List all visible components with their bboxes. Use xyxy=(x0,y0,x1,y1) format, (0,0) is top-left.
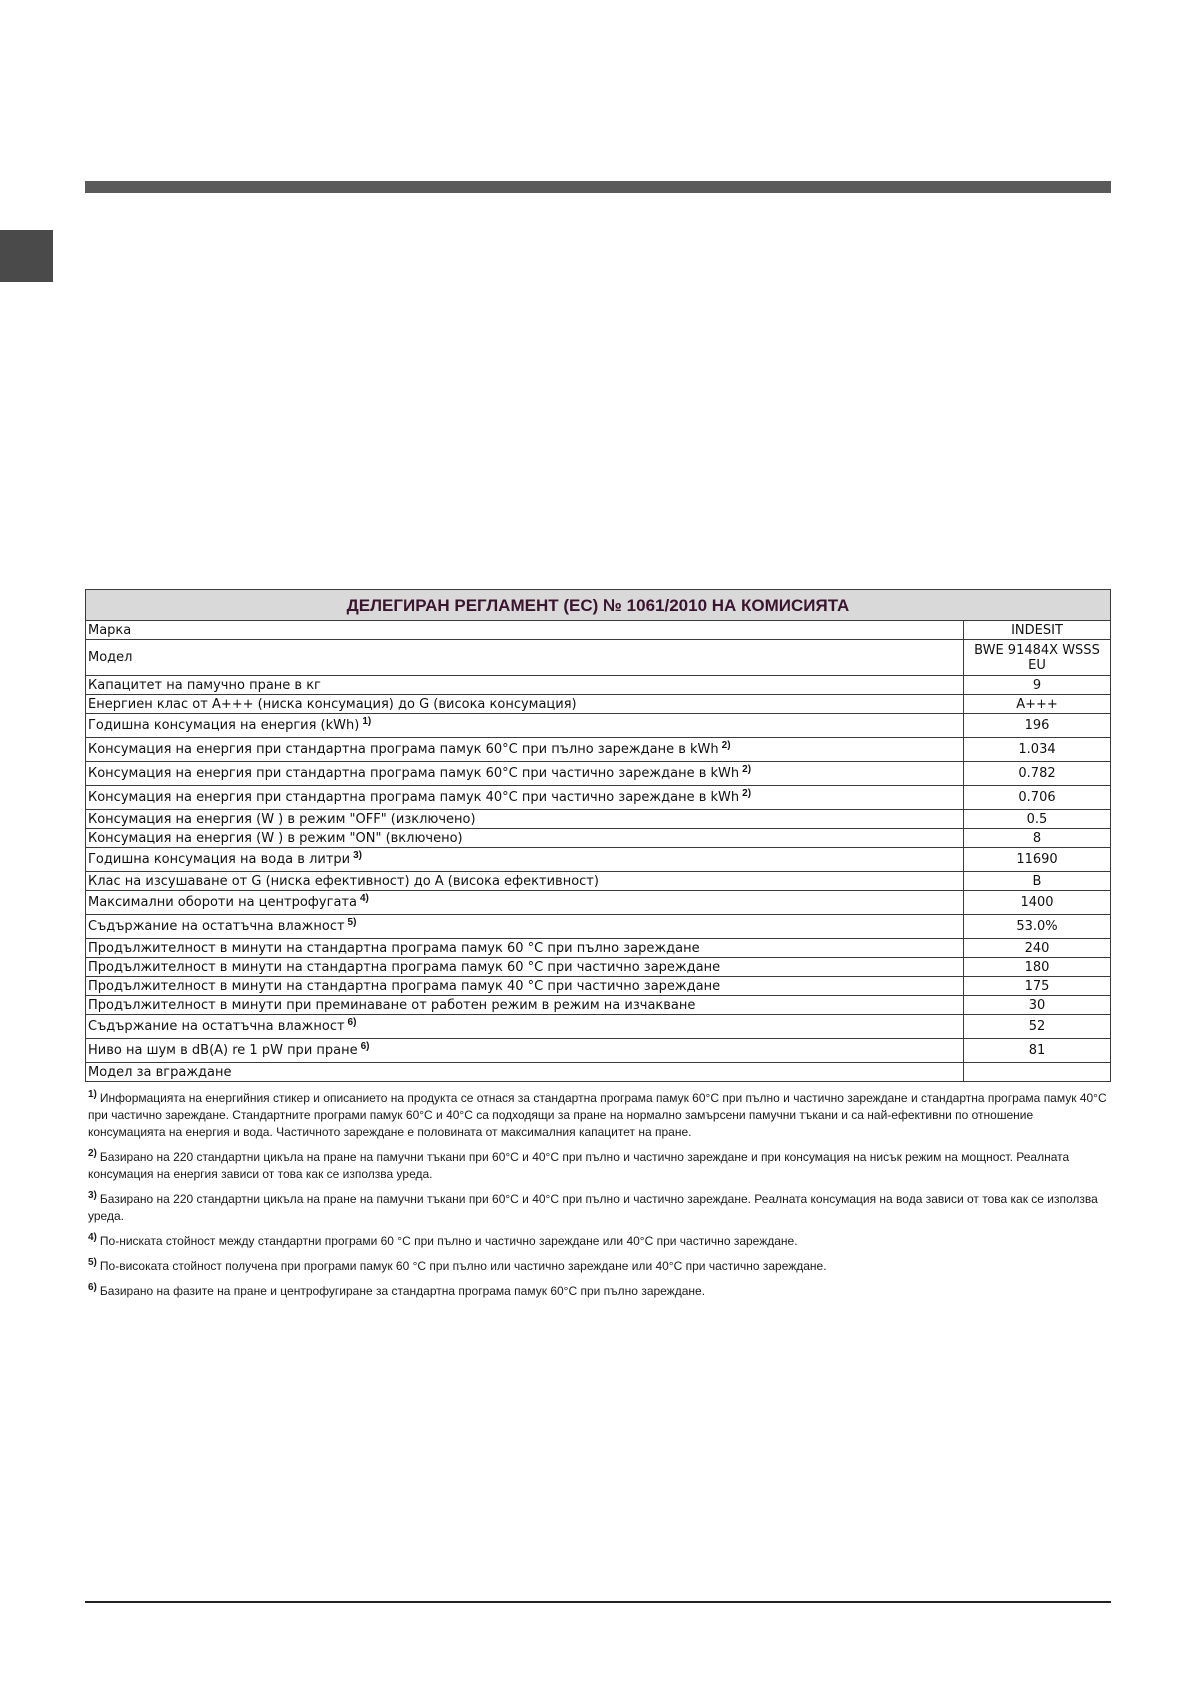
table-title-row xyxy=(86,590,1111,621)
table-row xyxy=(86,996,1111,1015)
table-row xyxy=(86,676,1111,695)
row-value: INDESIT xyxy=(964,621,1111,640)
footnote-text: По-ниската стойност между стандартни програми 60 °C при пълно и частично зареждане или 40°C при частично зареждане. xyxy=(99,1234,798,1248)
row-label-text: Консумация на енергия (W ) в режим "OFF" (изключено) xyxy=(88,811,476,827)
row-label-text: Годишна консумация на вода в литри xyxy=(88,852,351,867)
table-row xyxy=(86,695,1111,714)
table-title: ДЕЛЕГИРАН РЕГЛАМЕНТ (ЕС) № 1061/2010 НА КОМИСИЯТА xyxy=(86,590,1111,621)
footnote-text: Базирано на 220 стандартни цикъла на пране на памучни тъкани при 60°C и 40°C при пълно и частично зареждане. Реалната консумация на вода зависи от това как се използва уреда. xyxy=(88,1192,1098,1223)
row-label xyxy=(86,872,964,891)
footnote-ref: 6) xyxy=(347,1017,357,1028)
row-value: 9 xyxy=(964,676,1111,695)
table-row xyxy=(86,1015,1111,1039)
row-label-text: Консумация на енергия при стандартна програма памук 60°C при пълно зареждане в kWh xyxy=(88,742,719,757)
footnote xyxy=(88,1191,1110,1225)
row-label xyxy=(86,915,964,939)
row-value: 180 xyxy=(964,958,1111,977)
footnote-ref: 6) xyxy=(360,1041,370,1052)
table-row xyxy=(86,621,1111,640)
language-tab-marker xyxy=(0,230,53,282)
row-value: 0.5 xyxy=(964,810,1111,829)
table-row xyxy=(86,810,1111,829)
table-row xyxy=(86,762,1111,786)
header-rule xyxy=(85,181,1111,193)
row-label xyxy=(86,762,964,786)
table-row xyxy=(86,958,1111,977)
row-value: 8 xyxy=(964,829,1111,848)
table-row xyxy=(86,891,1111,915)
table-row xyxy=(86,714,1111,738)
row-label xyxy=(86,695,964,714)
table-row xyxy=(86,829,1111,848)
row-label-text: Енергиен клас от A+++ (ниска консумация) до G (висока консумация) xyxy=(88,696,577,712)
row-value: 53.0% xyxy=(964,915,1111,939)
row-label xyxy=(86,939,964,958)
table-row xyxy=(86,977,1111,996)
row-value: 81 xyxy=(964,1039,1111,1063)
row-value: 0.706 xyxy=(964,786,1111,810)
row-label-text: Годишна консумация на енергия (kWh) xyxy=(88,718,360,733)
row-label xyxy=(86,829,964,848)
footnote xyxy=(88,1233,1110,1250)
row-label-text: Консумация на енергия при стандартна програма памук 60°C при частично зареждане в kWh xyxy=(88,766,740,781)
row-label xyxy=(86,848,964,872)
row-label xyxy=(86,714,964,738)
footnote-mark: 6) xyxy=(88,1282,97,1293)
footnote xyxy=(88,1258,1110,1275)
footnote-ref: 4) xyxy=(359,893,369,904)
footnote-ref: 2) xyxy=(742,764,752,775)
table-row xyxy=(86,939,1111,958)
row-label-text: Съдържание на остатъчна влажност xyxy=(88,1019,345,1034)
footnote-ref: 3) xyxy=(353,850,363,861)
footnote-ref: 5) xyxy=(347,917,357,928)
row-label-text: Модел за вграждане xyxy=(88,1064,232,1080)
row-label xyxy=(86,891,964,915)
footnote xyxy=(88,1283,1110,1300)
row-label xyxy=(86,977,964,996)
row-value: 52 xyxy=(964,1015,1111,1039)
row-value: 196 xyxy=(964,714,1111,738)
footnote-ref: 1) xyxy=(362,716,372,727)
table-row xyxy=(86,738,1111,762)
row-label xyxy=(86,621,964,640)
row-value: A+++ xyxy=(964,695,1111,714)
footnote xyxy=(88,1149,1110,1183)
table-row xyxy=(86,1039,1111,1063)
table-row xyxy=(86,1063,1111,1082)
row-label-text: Продължителност в минути при преминаване от работен режим в режим на изчакване xyxy=(88,997,696,1013)
row-label-text: Консумация на енергия (W ) в режим "ON" (включено) xyxy=(88,830,463,846)
row-value: B xyxy=(964,872,1111,891)
row-label xyxy=(86,1063,964,1082)
row-label xyxy=(86,676,964,695)
row-label-text: Модел xyxy=(88,650,133,665)
row-value: 11690 xyxy=(964,848,1111,872)
footnote-mark: 3) xyxy=(88,1190,97,1201)
row-value xyxy=(964,1063,1111,1082)
footnote-mark: 4) xyxy=(88,1232,97,1243)
row-label xyxy=(86,1039,964,1063)
footnote-text: Базирано на фазите на пране и центрофугиране за стандартна програма памук 60°C при пълно зареждане. xyxy=(99,1284,706,1298)
row-label-text: Консумация на енергия при стандартна програма памук 40°C при частично зареждане в kWh xyxy=(88,790,740,805)
row-label xyxy=(86,810,964,829)
row-value: 240 xyxy=(964,939,1111,958)
table-row xyxy=(86,640,1111,676)
footer-rule xyxy=(85,1601,1111,1603)
row-value: 30 xyxy=(964,996,1111,1015)
footnote xyxy=(88,1090,1110,1141)
row-value: 1400 xyxy=(964,891,1111,915)
table-row xyxy=(86,786,1111,810)
row-label xyxy=(86,738,964,762)
footnote-text: По-високата стойност получена при програми памук 60 °C при пълно или частично зареждане или 40°C при частично зареждане. xyxy=(99,1259,827,1273)
row-label xyxy=(86,996,964,1015)
row-value: 0.782 xyxy=(964,762,1111,786)
row-label-text: Продължителност в минути на стандартна програма памук 60 °C при частично зареждане xyxy=(88,959,721,975)
row-label-text: Съдържание на остатъчна влажност xyxy=(88,919,345,934)
footnote-text: Информацията на енергийния стикер и описанието на продукта се отнася за стандартна програма памук 60°C при пълно и частично зареждане и стандартна програма памук 40°C при частично зареждане. Стандартните програми памук 60°C и 40°C са подходящи за пране на нормално замърсени памучни тъкани и са най-ефективни по отношение консумацията на енергия и вода. Частичното зареждане е половината от максималния капацитет на пране. xyxy=(88,1091,1107,1139)
row-label xyxy=(86,958,964,977)
footnote-mark: 5) xyxy=(88,1257,97,1268)
row-value: BWE 91484X WSSS EU xyxy=(964,640,1111,676)
row-label-text: Продължителност в минути на стандартна програма памук 40 °C при частично зареждане xyxy=(88,978,721,994)
row-label-text: Продължителност в минути на стандартна програма памук 60 °C при пълно зареждане xyxy=(88,940,700,956)
regulation-table xyxy=(85,589,1111,1082)
table-row xyxy=(86,872,1111,891)
row-value: 1.034 xyxy=(964,738,1111,762)
footnotes xyxy=(88,1090,1110,1308)
row-label xyxy=(86,640,964,676)
row-label-text: Ниво на шум в dB(A) re 1 pW при пране xyxy=(88,1043,358,1058)
footnote-ref: 2) xyxy=(721,740,731,751)
footnote-ref: 2) xyxy=(742,788,752,799)
row-value: 175 xyxy=(964,977,1111,996)
row-label xyxy=(86,1015,964,1039)
footnote-text: Базирано на 220 стандартни цикъла на пране на памучни тъкани при 60°C и 40°C при пълно и частично зареждане и при консумация на нисък режим на мощност. Реалната консумация на енергия зависи от това как се използва уреда. xyxy=(88,1150,1070,1181)
table-row xyxy=(86,915,1111,939)
row-label xyxy=(86,786,964,810)
row-label-text: Клас на изсушаване от G (ниска ефективност) до A (висока ефективност) xyxy=(88,873,599,889)
footnote-mark: 1) xyxy=(88,1089,97,1100)
footnote-mark: 2) xyxy=(88,1148,97,1159)
row-label-text: Максимални обороти на центрофугата xyxy=(88,895,357,910)
table-row xyxy=(86,848,1111,872)
row-label-text: Капацитет на памучно пране в кг xyxy=(88,677,321,693)
row-label-text: Марка xyxy=(88,622,132,638)
